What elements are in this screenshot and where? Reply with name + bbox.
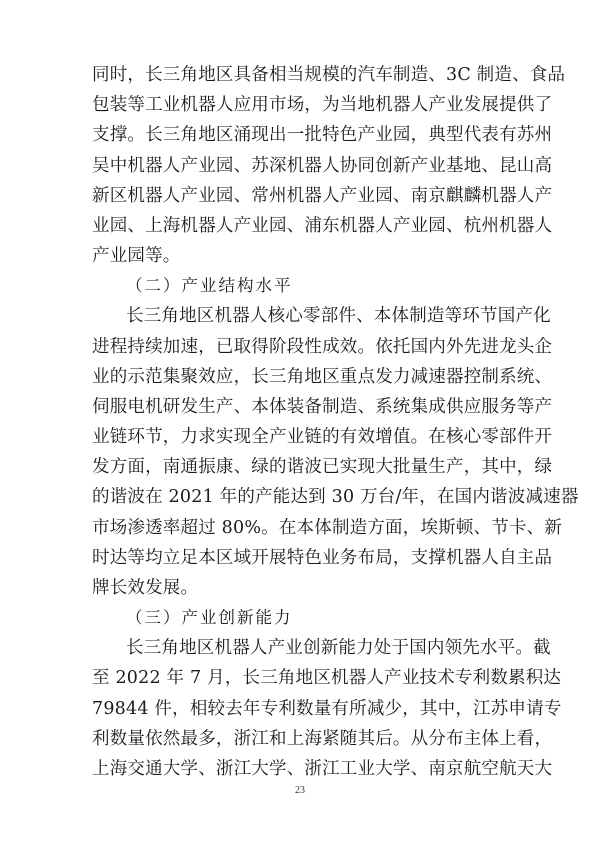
paragraph-line: 业链环节，力求实现全产业链的有效增值。在核心零部件开	[92, 427, 553, 448]
paragraph-line: 牌长效发展。	[92, 577, 199, 598]
paragraph-line: 伺服电机研发生产、本体装备制造、系统集成供应服务等产	[92, 396, 553, 417]
paragraph-line: 的谐波在 2021 年的产能达到 30 万台/年，在国内谐波减速器	[92, 487, 579, 508]
paragraph-line: 利数量依然最多，浙江和上海紧随其后。从分布主体上看，	[92, 728, 553, 749]
paragraph-line: 上海交通大学、浙江大学、浙江工业大学、南京航空航天大	[92, 759, 553, 779]
paragraph-line: 支撑。长三角地区涌现出一批特色产业园，典型代表有苏州	[92, 125, 553, 146]
paragraph-line: 包装等工业机器人应用市场，为当地机器人产业发展提供了	[92, 95, 553, 116]
paragraph-line: 发方面，南通振康、绿的谐波已实现大批量生产，其中，绿	[92, 457, 553, 478]
paragraph-line: 业的示范集聚效应，长三角地区重点发力减速器控制系统、	[92, 366, 553, 387]
paragraph-line: 至 2022 年 7 月，长三角地区机器人产业技术专利数累积达	[92, 668, 562, 689]
paragraph-line: 时达等均立足本区域开展特色业务布局，支撑机器人自主品	[92, 547, 553, 568]
paragraph-line: 吴中机器人产业园、苏深机器人协同创新产业基地、昆山高	[92, 155, 553, 176]
paragraph-line: 业园、上海机器人产业园、浦东机器人产业园、杭州机器人	[92, 215, 553, 236]
section-heading: （三）产业创新能力	[126, 608, 293, 628]
section-heading: （二）产业结构水平	[126, 276, 293, 296]
paragraph-line: 长三角地区机器人核心零部件、本体制造等环节国产化	[126, 306, 551, 327]
paragraph-line: 产业园等。	[92, 246, 181, 267]
page-number: 23	[295, 785, 305, 796]
paragraph-line: 市场渗透率超过 80%。在本体制造方面，埃斯顿、节卡、新	[92, 517, 563, 538]
paragraph-line: 长三角地区机器人产业创新能力处于国内领先水平。截	[126, 638, 551, 659]
paragraph-line: 进程持续加速，已取得阶段性成效。依托国内外先进龙头企	[92, 336, 553, 357]
paragraph-line: 同时，长三角地区具备相当规模的汽车制造、3C 制造、食品	[92, 65, 566, 85]
paragraph-line: 79844 件，相较去年专利数量有所减少，其中，江苏申请专	[92, 698, 562, 719]
paragraph-line: 新区机器人产业园、常州机器人产业园、南京麒麟机器人产	[92, 185, 553, 206]
